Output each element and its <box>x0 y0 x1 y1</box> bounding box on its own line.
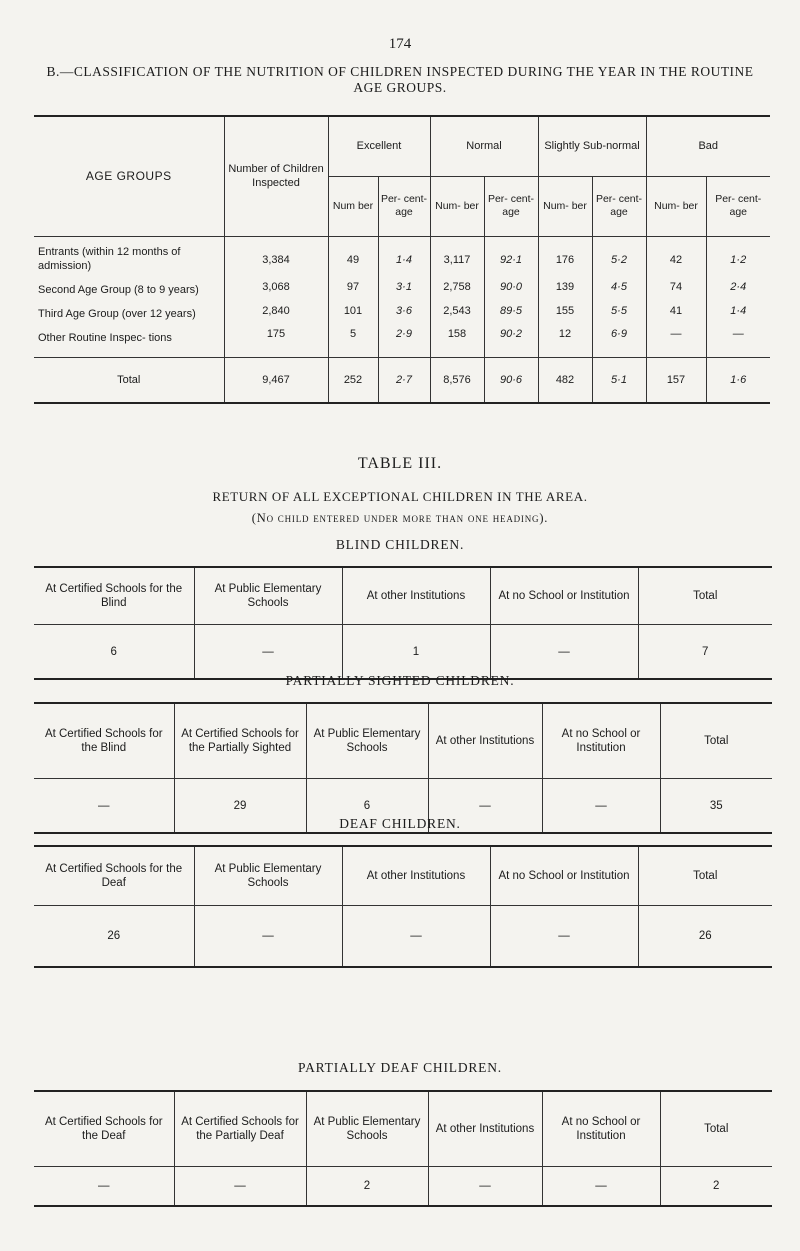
column-header: At other Institutions <box>342 846 490 906</box>
cell: 89·5 <box>484 299 538 323</box>
cell: 3·6 <box>378 299 430 323</box>
table-row <box>34 625 772 680</box>
sub-header: Per- cent- age <box>715 193 762 218</box>
no-child-note: (No child entered under more than one heading). <box>251 511 549 525</box>
column-header: At Certified Schools for the Partially Deaf <box>174 1091 306 1167</box>
cell: 176 <box>538 236 592 275</box>
cell: 2·4 <box>730 280 747 293</box>
partially-sighted-table <box>34 702 772 834</box>
sub-header: Num- ber <box>646 176 706 236</box>
column-header: At no School or Institution <box>542 703 660 779</box>
group-header-slightly-subnormal: Slightly Sub-normal <box>538 116 646 176</box>
table-iii-title: TABLE III. <box>357 455 443 472</box>
column-header: Total <box>660 1091 772 1167</box>
sub-header: Per- cent- age <box>592 176 646 236</box>
cell: — <box>34 779 174 834</box>
cell: — <box>428 779 542 834</box>
cell-inspected: 2,840 <box>224 299 328 323</box>
cell: 3·1 <box>378 275 430 299</box>
column-header: At no School or Institution <box>542 1091 660 1167</box>
cell: 4·5 <box>592 275 646 299</box>
return-heading: RETURN OF ALL EXCEPTIONAL CHILDREN IN THE AREA. <box>212 489 588 504</box>
cell: — <box>194 625 342 680</box>
age-groups-header: AGE GROUPS <box>34 116 224 236</box>
cell: 74 <box>646 275 706 299</box>
cell: — <box>34 1167 174 1207</box>
total-inspected: 9,467 <box>224 357 328 403</box>
cell: 6 <box>306 779 428 834</box>
sub-header: Num ber <box>328 176 378 236</box>
table-row <box>34 299 770 323</box>
cell: — <box>490 906 638 968</box>
cell: 90·0 <box>484 275 538 299</box>
cell: 26 <box>638 906 772 968</box>
column-header: At no School or Institution <box>490 846 638 906</box>
cell-inspected: 175 <box>224 323 328 358</box>
column-header: At Public Elementary Schools <box>194 846 342 906</box>
column-header: Total <box>638 846 772 906</box>
cell-inspected: 3,068 <box>224 275 328 299</box>
column-header: At Certified Schools for the Deaf <box>34 1091 174 1167</box>
cell: 29 <box>174 779 306 834</box>
total-cell: 2·7 <box>378 357 430 403</box>
sub-header: Num- ber <box>430 176 484 236</box>
sub-header: Per- cent- age <box>484 176 538 236</box>
sub-header: Num- ber <box>538 176 592 236</box>
cell: 6·9 <box>592 323 646 358</box>
total-label: Total <box>34 357 224 403</box>
table-row <box>34 236 770 275</box>
cell: — <box>706 323 770 358</box>
column-header: Total <box>660 703 772 779</box>
deaf-table <box>34 845 772 968</box>
column-header: At Public Elementary Schools <box>306 703 428 779</box>
cell: — <box>646 323 706 358</box>
cell: — <box>174 1167 306 1207</box>
column-header: At Certified Schools for the Partially Sighted <box>174 703 306 779</box>
column-header: At no School or Institution <box>490 567 638 625</box>
cell: 3,117 <box>430 236 484 275</box>
cell: 158 <box>430 323 484 358</box>
cell: 1·2 <box>730 253 747 266</box>
total-cell: 8,576 <box>430 357 484 403</box>
row-label: Entrants (within 12 months of admission) <box>34 236 224 275</box>
cell: 92·1 <box>484 236 538 275</box>
nutrition-table <box>34 115 770 404</box>
cell: 12 <box>538 323 592 358</box>
cell: — <box>428 1167 542 1207</box>
cell: 97 <box>328 275 378 299</box>
cell: 1 <box>342 625 490 680</box>
cell: 1·4 <box>378 236 430 275</box>
cell: 2 <box>306 1167 428 1207</box>
cell: 26 <box>34 906 194 968</box>
total-cell: 157 <box>646 357 706 403</box>
column-header: At Certified Schools for the Blind <box>34 703 174 779</box>
column-header: At Certified Schools for the Deaf <box>34 846 194 906</box>
cell: — <box>542 779 660 834</box>
sub-header: Per- cent- age <box>378 176 430 236</box>
cell: 35 <box>660 779 772 834</box>
column-header: At Certified Schools for the Blind <box>34 567 194 625</box>
cell: 1·4 <box>730 304 747 317</box>
total-cell: 1·6 <box>706 357 770 403</box>
page-number: 174 <box>388 36 412 52</box>
section-b-heading: B.—CLASSIFICATION OF THE NUTRITION OF CHILDREN INSPECTED DURING THE YEAR IN THE ROUTINE AGE GROUPS. <box>46 64 754 95</box>
partially-sighted-title: PARTIALLY SIGHTED CHILDREN. <box>285 673 515 688</box>
column-header: Total <box>638 567 772 625</box>
group-header-normal: Normal <box>430 116 538 176</box>
row-label: Third Age Group (over 12 years) <box>34 299 224 323</box>
cell: — <box>342 906 490 968</box>
cell: — <box>194 906 342 968</box>
total-cell: 482 <box>538 357 592 403</box>
cell: 90·2 <box>484 323 538 358</box>
partially-deaf-title: PARTIALLY DEAF CHILDREN. <box>298 1060 502 1075</box>
group-header-bad: Bad <box>646 116 770 176</box>
cell: 49 <box>328 236 378 275</box>
partially-deaf-table <box>34 1090 772 1207</box>
cell: — <box>490 625 638 680</box>
table-row <box>34 1167 772 1207</box>
cell: 41 <box>646 299 706 323</box>
blind-table <box>34 566 772 680</box>
cell: 155 <box>538 299 592 323</box>
number-inspected-header: Number of Children Inspected <box>224 116 328 236</box>
table-row <box>34 275 770 299</box>
deaf-title: DEAF CHILDREN. <box>339 816 461 831</box>
table-row <box>34 323 770 358</box>
total-row <box>34 357 770 403</box>
blind-title: BLIND CHILDREN. <box>335 537 465 552</box>
cell: 2 <box>660 1167 772 1207</box>
group-header-excellent: Excellent <box>328 116 430 176</box>
cell: 7 <box>638 625 772 680</box>
cell: 6 <box>34 625 194 680</box>
cell: 101 <box>328 299 378 323</box>
column-header: At Public Elementary Schools <box>306 1091 428 1167</box>
row-label: Other Routine Inspec- tions <box>34 323 224 358</box>
cell: 139 <box>538 275 592 299</box>
column-header: At Public Elementary Schools <box>194 567 342 625</box>
total-cell: 5·1 <box>592 357 646 403</box>
cell: 42 <box>646 236 706 275</box>
total-cell: 90·6 <box>484 357 538 403</box>
cell: 5 <box>328 323 378 358</box>
column-header: At other Institutions <box>342 567 490 625</box>
column-header: At other Institutions <box>428 703 542 779</box>
cell: 2·9 <box>378 323 430 358</box>
cell: — <box>542 1167 660 1207</box>
row-label: Second Age Group (8 to 9 years) <box>34 275 224 299</box>
table-row <box>34 906 772 968</box>
cell: 2,543 <box>430 299 484 323</box>
cell: 5·2 <box>592 236 646 275</box>
total-cell: 252 <box>328 357 378 403</box>
cell-inspected: 3,384 <box>224 236 328 275</box>
cell: 5·5 <box>592 299 646 323</box>
cell: 2,758 <box>430 275 484 299</box>
column-header: At other Institutions <box>428 1091 542 1167</box>
